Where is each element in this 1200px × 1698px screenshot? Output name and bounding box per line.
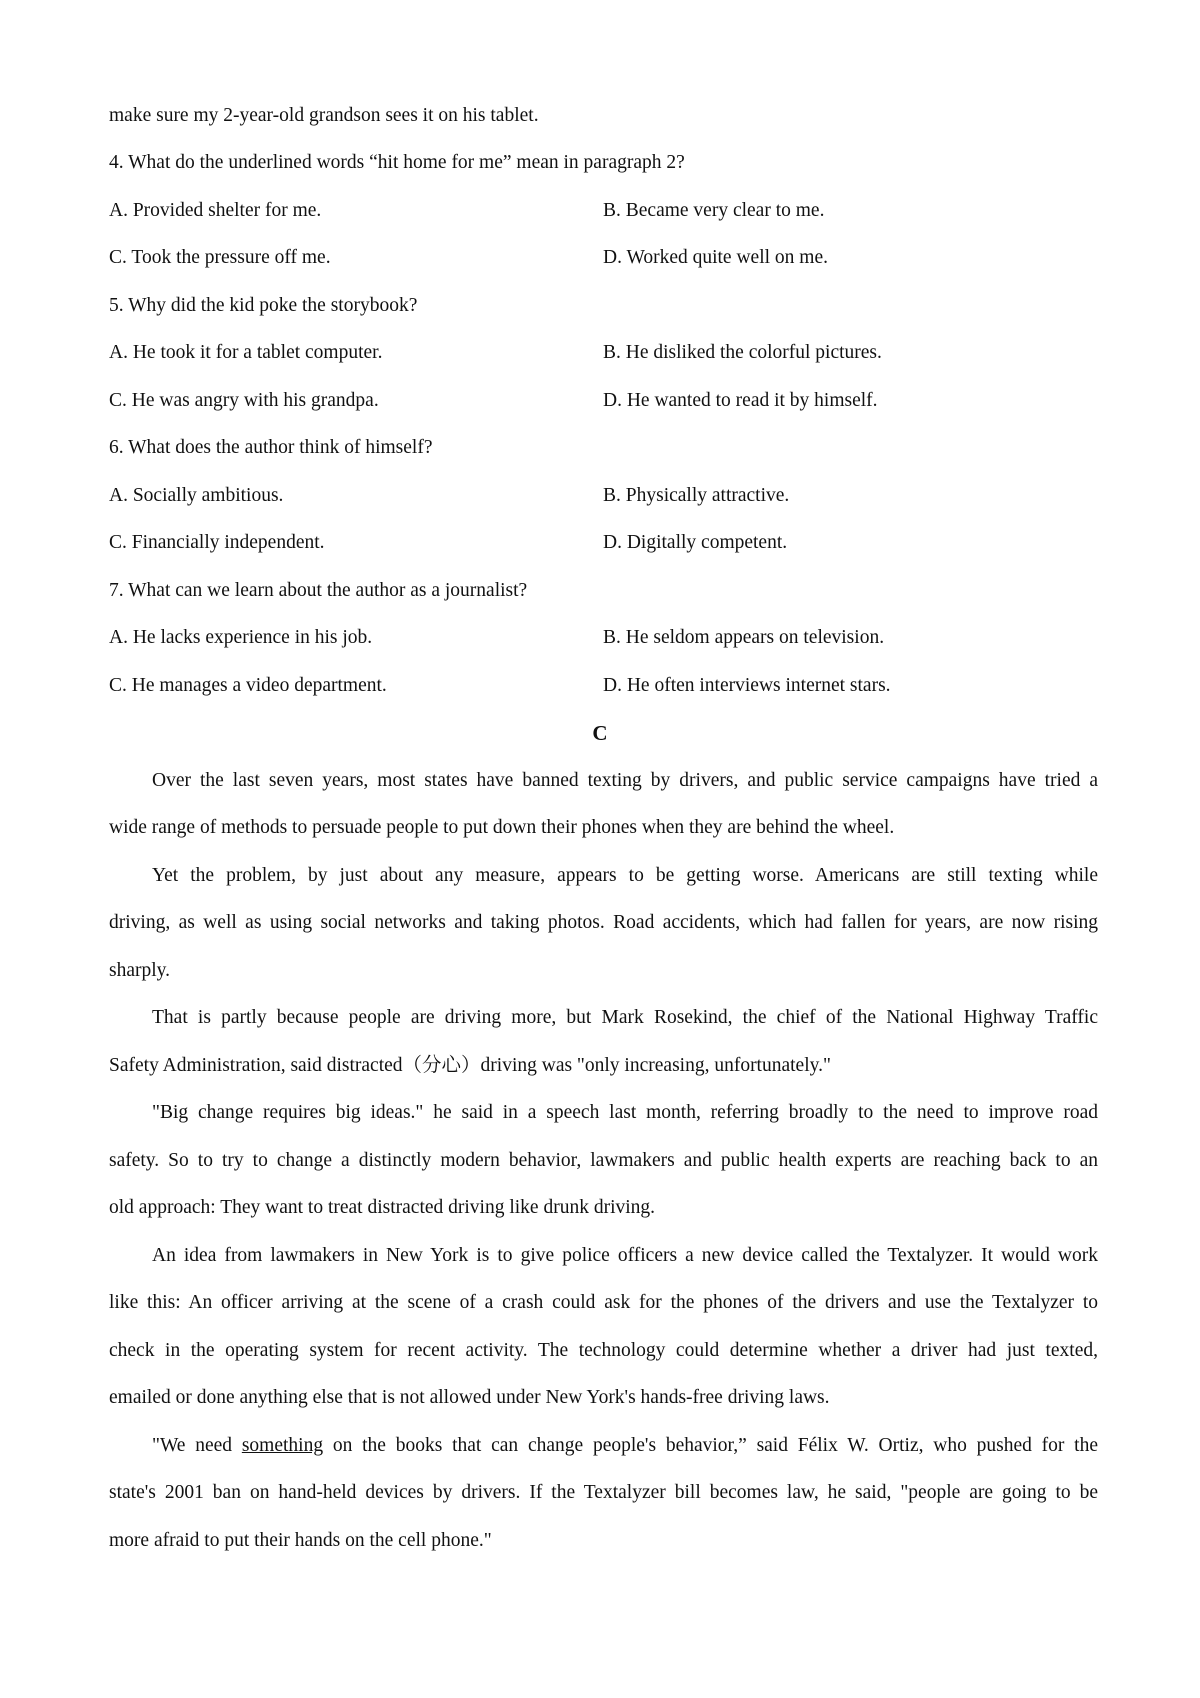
passage-line: wide range of methods to persuade people to put down their phones when they are behind the wheel. bbox=[109, 817, 895, 838]
passage-line-with-underline bbox=[152, 1434, 1098, 1458]
passage-line: emailed or done anything else that is not allowed under New York's hands-free driving laws. bbox=[109, 1387, 830, 1408]
question-5-option-b: B. He disliked the colorful pictures. bbox=[603, 342, 882, 363]
question-7-option-b: B. He seldom appears on television. bbox=[603, 627, 885, 648]
passage-line: An idea from lawmakers in New York is to give police officers a new device called the Textalyzer. It would work bbox=[152, 1245, 1098, 1266]
question-4-option-b: B. Became very clear to me. bbox=[603, 200, 825, 221]
question-4-option-c: C. Took the pressure off me. bbox=[109, 247, 331, 268]
question-7-option-d: D. He often interviews internet stars. bbox=[603, 675, 891, 696]
question-6-option-a: A. Socially ambitious. bbox=[109, 485, 284, 506]
passage-line: driving, as well as using social networks and taking photos. Road accidents, which had fallen for years, are now rising bbox=[109, 912, 1098, 933]
passage-line: like this: An officer arriving at the scene of a crash could ask for the phones of the drivers and use the Textalyzer to bbox=[109, 1292, 1098, 1313]
question-4-option-a: A. Provided shelter for me. bbox=[109, 200, 322, 221]
question-7-option-a: A. He lacks experience in his job. bbox=[109, 627, 373, 648]
underline-pre-text: "We need bbox=[152, 1435, 242, 1456]
passage-line: "Big change requires big ideas." he said in a speech last month, referring broadly to the need to improve road bbox=[152, 1102, 1098, 1123]
question-5-option-a: A. He took it for a tablet computer. bbox=[109, 342, 383, 363]
question-6-option-c: C. Financially independent. bbox=[109, 532, 325, 553]
passage-line: That is partly because people are driving more, but Mark Rosekind, the chief of the National Highway Traffic bbox=[152, 1007, 1098, 1028]
question-6-stem: 6. What does the author think of himself? bbox=[109, 437, 433, 458]
question-5-option-d: D. He wanted to read it by himself. bbox=[603, 390, 878, 411]
question-6-option-b: B. Physically attractive. bbox=[603, 485, 790, 506]
lead-in-text: make sure my 2-year-old grandson sees it on his tablet. bbox=[109, 105, 539, 126]
underlined-word-something: something bbox=[241, 1435, 324, 1456]
passage-line: check in the operating system for recent activity. The technology could determine whether a driver had just texted, bbox=[109, 1340, 1098, 1361]
passage-line: old approach: They want to treat distracted driving like drunk driving. bbox=[109, 1197, 656, 1218]
question-4-stem: 4. What do the underlined words “hit home for me” mean in paragraph 2? bbox=[109, 152, 685, 173]
passage-line: Yet the problem, by just about any measure, appears to be getting worse. Americans are still texting while bbox=[152, 865, 1098, 886]
passage-line: sharply. bbox=[109, 960, 171, 981]
question-7-option-c: C. He manages a video department. bbox=[109, 675, 387, 696]
passage-line: Over the last seven years, most states have banned texting by drivers, and public service campaigns have tried a bbox=[152, 770, 1098, 791]
question-5-option-c: C. He was angry with his grandpa. bbox=[109, 390, 379, 411]
passage-line: more afraid to put their hands on the cell phone." bbox=[109, 1530, 492, 1551]
underline-post-text: on the books that can change people's behavior,” said Félix W. Ortiz, who pushed for the bbox=[323, 1435, 1098, 1456]
passage-line: Safety Administration, said distracted（分心）driving was "only increasing, unfortunately." bbox=[109, 1055, 831, 1076]
passage-line: state's 2001 ban on hand-held devices by drivers. If the Textalyzer bill becomes law, he said, "people are going to be bbox=[109, 1482, 1098, 1503]
question-6-option-d: D. Digitally competent. bbox=[603, 532, 788, 553]
question-5-stem: 5. Why did the kid poke the storybook? bbox=[109, 295, 418, 316]
question-4-option-d: D. Worked quite well on me. bbox=[603, 247, 828, 268]
section-heading: C bbox=[592, 721, 608, 745]
question-7-stem: 7. What can we learn about the author as a journalist? bbox=[109, 580, 528, 601]
passage-line: safety. So to try to change a distinctly modern behavior, lawmakers and public health experts are reaching back to an bbox=[109, 1150, 1098, 1171]
